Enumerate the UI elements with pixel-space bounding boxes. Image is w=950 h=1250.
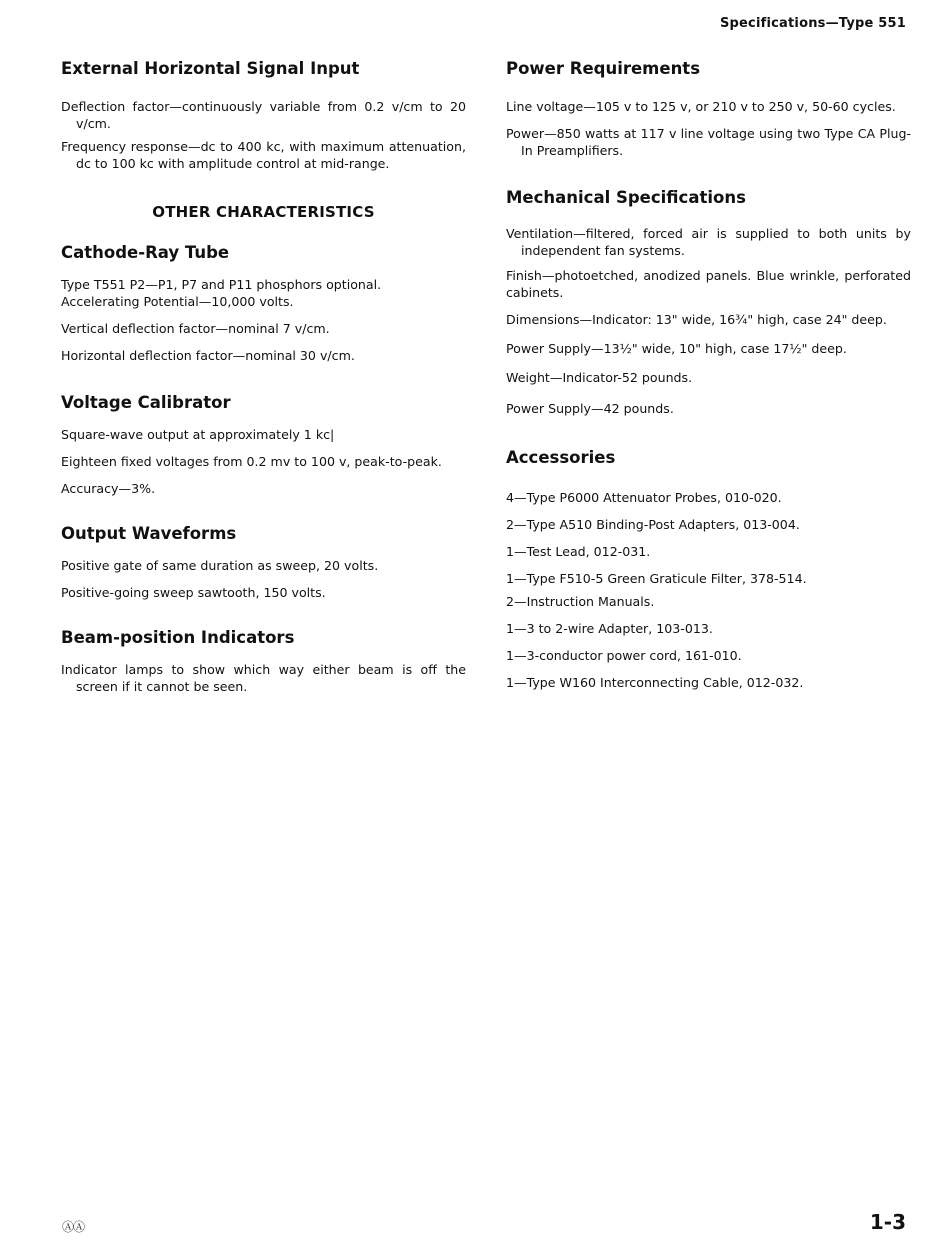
- spec-vertical-deflection: Vertical deflection factor—nominal 7 v/cm.: [61, 321, 330, 336]
- spec-line-voltage: Line voltage—105 v to 125 v, or 210 v to 250 v, 50-60 cycles.: [506, 99, 896, 114]
- accessory-item: 1—3-conductor power cord, 161-010.: [506, 648, 742, 663]
- spec-accelerating-potential: Accelerating Potential—10,000 volts.: [61, 294, 294, 309]
- accessory-item: 2—Type A510 Binding-Post Adapters, 013-004.: [506, 517, 800, 532]
- accessory-item: 1—Type F510-5 Green Graticule Filter, 378-514.: [506, 571, 807, 586]
- spec-accuracy: Accuracy—3%.: [61, 481, 156, 496]
- spec-positive-gate: Positive gate of same duration as sweep, 20 volts.: [61, 558, 379, 573]
- heading-cathode-ray-tube: Cathode-Ray Tube: [61, 243, 230, 262]
- spec-square-wave: Square-wave output at approximately 1 kc|: [61, 427, 335, 442]
- left-column: [61, 58, 466, 695]
- accessory-item: 1—Type W160 Interconnecting Cable, 012-032.: [506, 675, 804, 690]
- right-column: [506, 58, 911, 691]
- spec-horizontal-deflection: Horizontal deflection factor—nominal 30 v/cm.: [61, 348, 355, 363]
- heading-accessories: Accessories: [506, 448, 616, 467]
- spec-power: Power—850 watts at 117 v line voltage using two Type CA Plug-In Preamplifiers.: [506, 126, 911, 158]
- page-number: 1-3: [869, 1210, 906, 1234]
- accessory-item: 4—Type P6000 Attenuator Probes, 010-020.: [506, 490, 782, 505]
- accessory-item: 1—Test Lead, 012-031.: [506, 544, 651, 559]
- spec-crt-type: Type T551 P2—P1, P7 and P11 phosphors optional.: [61, 277, 382, 292]
- heading-output-waveforms: Output Waveforms: [61, 524, 237, 543]
- accessory-item: 2—Instruction Manuals.: [506, 594, 655, 609]
- heading-external-horizontal: External Horizontal Signal Input: [61, 59, 360, 78]
- spec-weight-power-supply: Power Supply—42 pounds.: [506, 401, 674, 416]
- spec-sweep-sawtooth: Positive-going sweep sawtooth, 150 volts.: [61, 585, 326, 600]
- running-head: Specifications—Type 551: [719, 16, 906, 31]
- accessory-item: 1—3 to 2-wire Adapter, 103-013.: [506, 621, 713, 636]
- spec-dimensions-power-supply: Power Supply—13½" wide, 10" high, case 17½" deep.: [506, 341, 847, 356]
- heading-mechanical-specifications: Mechanical Specifications: [506, 188, 746, 207]
- heading-beam-position: Beam-position Indicators: [61, 628, 295, 647]
- spec-ventilation: Ventilation—filtered, forced air is supplied to both units by independent fan systems.: [506, 226, 911, 258]
- spec-weight-indicator: Weight—Indicator-52 pounds.: [506, 370, 693, 385]
- heading-other-characteristics: OTHER CHARACTERISTICS: [152, 203, 375, 221]
- spec-fixed-voltages: Eighteen fixed voltages from 0.2 mv to 100 v, peak-to-peak.: [61, 454, 442, 469]
- spec-deflection-factor: Deflection factor—continuously variable from 0.2 v/cm to 20 v/cm.: [61, 99, 466, 131]
- heading-voltage-calibrator: Voltage Calibrator: [61, 393, 231, 412]
- spec-frequency-response: Frequency response—dc to 400 kc, with maximum attenuation, dc to 100 kc with amplitude control at mid-range.: [61, 139, 466, 171]
- tektronix-logo: ⒶⒶ: [62, 1220, 85, 1234]
- heading-power-requirements: Power Requirements: [506, 59, 701, 78]
- spec-indicator-lamps: Indicator lamps to show which way either beam is off the screen if it cannot be seen.: [61, 662, 466, 694]
- spec-finish: Finish—photoetched, anodized panels. Blue wrinkle, perforated cabinets.: [506, 268, 911, 300]
- spec-dimensions-indicator: Dimensions—Indicator: 13" wide, 16¾" high, case 24" deep.: [506, 312, 887, 327]
